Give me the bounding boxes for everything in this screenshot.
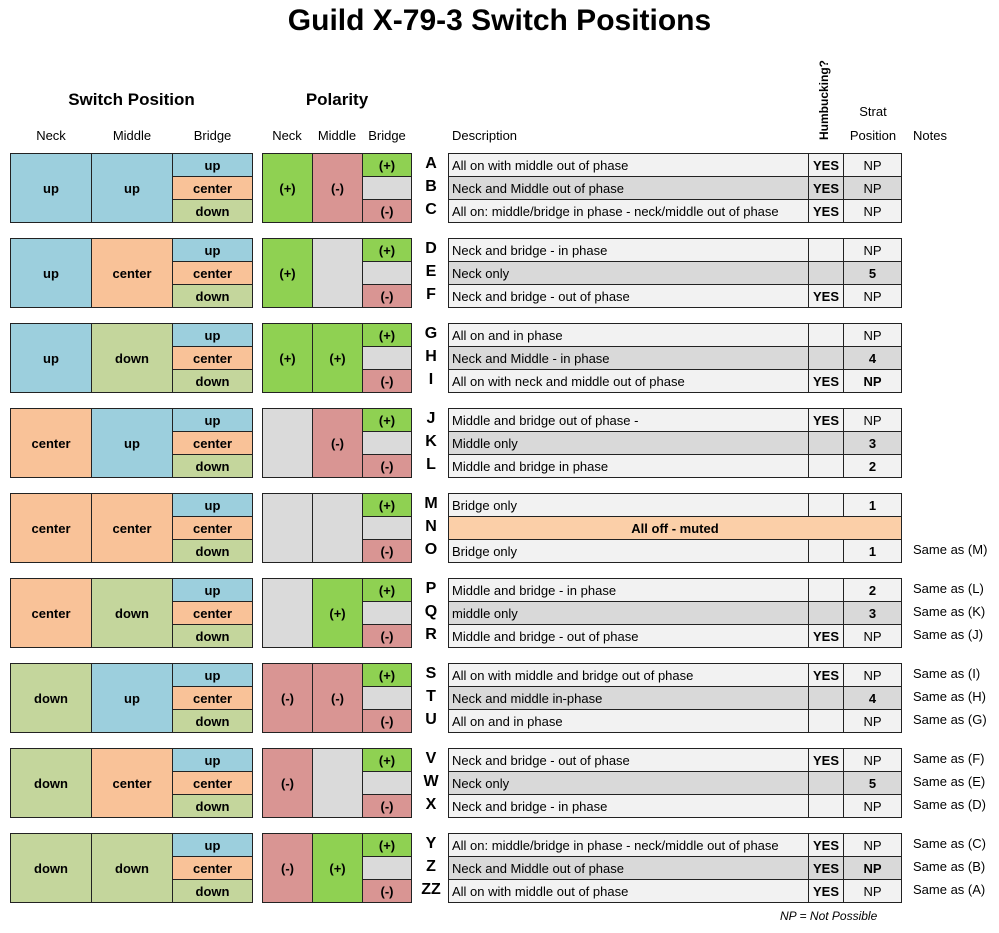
row-description: Neck and bridge - out of phase	[448, 284, 809, 308]
neck-polarity	[262, 408, 313, 478]
polarity-middle-header: Middle	[317, 128, 357, 143]
row-note: Same as (E)	[913, 774, 986, 789]
middle-switch-position: down	[91, 323, 173, 393]
bridge-switch-down: down	[172, 454, 253, 478]
row-description: Bridge only	[448, 493, 809, 517]
neck-switch-position: down	[10, 663, 92, 733]
middle-polarity	[312, 493, 363, 563]
bridge-switch-up: up	[172, 663, 253, 687]
row-letter: J	[426, 410, 436, 427]
row-description: Neck and bridge - in phase	[448, 794, 809, 818]
bridge-polarity-empty	[362, 431, 412, 455]
bridge-polarity-plus: (+)	[362, 408, 412, 432]
bridge-switch-down: down	[172, 539, 253, 563]
bridge-polarity-minus: (-)	[362, 284, 412, 308]
humbucking-value	[808, 578, 844, 602]
neck-switch-position: up	[10, 153, 92, 223]
row-description: middle only	[448, 601, 809, 625]
humbucking-value	[808, 686, 844, 710]
strat-position-value: NP	[843, 408, 902, 432]
strat-position-value: NP	[843, 238, 902, 262]
bridge-switch-center: center	[172, 601, 253, 625]
humbucking-value	[808, 601, 844, 625]
strat-position-value: 4	[843, 346, 902, 370]
humbucking-value: YES	[808, 176, 844, 200]
row-note: Same as (L)	[913, 581, 984, 596]
strat-position-value: NP	[843, 663, 902, 687]
bridge-polarity-empty	[362, 601, 412, 625]
middle-polarity: (+)	[312, 833, 363, 903]
neck-polarity: (+)	[262, 153, 313, 223]
bridge-polarity-minus: (-)	[362, 879, 412, 903]
row-description: Neck and bridge - in phase	[448, 238, 809, 262]
row-letter: W	[423, 773, 439, 790]
humbucking-value: YES	[808, 833, 844, 857]
neck-polarity	[262, 578, 313, 648]
humbucking-value	[808, 346, 844, 370]
row-letter: I	[428, 371, 434, 388]
neck-polarity: (+)	[262, 323, 313, 393]
bridge-polarity-minus: (-)	[362, 454, 412, 478]
bridge-switch-down: down	[172, 624, 253, 648]
bridge-switch-center: center	[172, 856, 253, 880]
bridge-polarity-empty	[362, 771, 412, 795]
strat-position-value: 5	[843, 771, 902, 795]
row-letter: G	[424, 325, 438, 342]
bridge-polarity-empty	[362, 261, 412, 285]
row-note: Same as (M)	[913, 542, 988, 557]
middle-polarity: (-)	[312, 663, 363, 733]
row-note: Same as (C)	[913, 836, 986, 851]
row-letter: L	[426, 456, 436, 473]
neck-polarity	[262, 493, 313, 563]
neck-polarity: (-)	[262, 663, 313, 733]
row-description: All on and in phase	[448, 323, 809, 347]
bridge-polarity-plus: (+)	[362, 578, 412, 602]
row-letter: C	[425, 201, 437, 218]
row-description: Neck only	[448, 261, 809, 285]
humbucking-value: YES	[808, 284, 844, 308]
bridge-polarity-empty	[362, 346, 412, 370]
row-letter: R	[425, 626, 437, 643]
bridge-switch-center: center	[172, 431, 253, 455]
strat-header-line2: Position	[849, 128, 897, 143]
bridge-polarity-plus: (+)	[362, 833, 412, 857]
strat-position-value: 4	[843, 686, 902, 710]
strat-position-value: 1	[843, 539, 902, 563]
switch-position-heading: Switch Position	[68, 90, 195, 109]
middle-polarity: (+)	[312, 323, 363, 393]
bridge-polarity-minus: (-)	[362, 709, 412, 733]
neck-switch-position: center	[10, 408, 92, 478]
row-letter: O	[424, 541, 438, 558]
middle-switch-position: up	[91, 408, 173, 478]
humbucking-header: Humbucking?	[817, 60, 831, 140]
row-note: Same as (H)	[913, 689, 986, 704]
middle-polarity: (+)	[312, 578, 363, 648]
row-note: Same as (B)	[913, 859, 986, 874]
polarity-neck-header: Neck	[272, 128, 302, 143]
strat-position-value: NP	[843, 369, 902, 393]
bridge-switch-center: center	[172, 346, 253, 370]
bridge-switch-down: down	[172, 709, 253, 733]
bridge-polarity-plus: (+)	[362, 323, 412, 347]
humbucking-value: YES	[808, 663, 844, 687]
humbucking-value: YES	[808, 153, 844, 177]
row-description: Middle and bridge in phase	[448, 454, 809, 478]
bridge-switch-down: down	[172, 879, 253, 903]
neck-polarity: (-)	[262, 748, 313, 818]
middle-column-header: Middle	[112, 128, 152, 143]
bridge-polarity-minus: (-)	[362, 794, 412, 818]
page-title: Guild X-79-3 Switch Positions	[287, 4, 712, 37]
middle-switch-position: up	[91, 663, 173, 733]
strat-position-value: NP	[843, 153, 902, 177]
bridge-switch-center: center	[172, 516, 253, 540]
row-note: Same as (K)	[913, 604, 986, 619]
humbucking-value	[808, 238, 844, 262]
row-description: All on with middle and bridge out of phase	[448, 663, 809, 687]
muted-description: All off - muted	[448, 516, 902, 540]
bridge-switch-up: up	[172, 238, 253, 262]
neck-switch-position: center	[10, 578, 92, 648]
row-note: Same as (J)	[913, 627, 984, 642]
humbucking-value: YES	[808, 624, 844, 648]
humbucking-value	[808, 431, 844, 455]
row-letter: A	[425, 155, 437, 172]
strat-position-value: NP	[843, 284, 902, 308]
strat-position-value: NP	[843, 879, 902, 903]
bridge-polarity-plus: (+)	[362, 663, 412, 687]
bridge-switch-up: up	[172, 323, 253, 347]
row-description: All on: middle/bridge in phase - neck/middle out of phase	[448, 833, 809, 857]
neck-column-header: Neck	[36, 128, 66, 143]
row-letter: V	[425, 750, 437, 767]
row-letter: S	[425, 665, 437, 682]
bridge-polarity-plus: (+)	[362, 748, 412, 772]
row-description: All on: middle/bridge in phase - neck/middle out of phase	[448, 199, 809, 223]
middle-switch-position: down	[91, 833, 173, 903]
strat-position-value: NP	[843, 748, 902, 772]
bridge-switch-up: up	[172, 153, 253, 177]
row-letter: E	[425, 263, 437, 280]
neck-switch-position: down	[10, 833, 92, 903]
bridge-switch-up: up	[172, 408, 253, 432]
row-description: Middle only	[448, 431, 809, 455]
strat-position-value: 3	[843, 601, 902, 625]
row-letter: T	[426, 688, 436, 705]
row-description: Middle and bridge out of phase -	[448, 408, 809, 432]
bridge-polarity-empty	[362, 686, 412, 710]
neck-switch-position: up	[10, 238, 92, 308]
strat-position-value: NP	[843, 794, 902, 818]
bridge-switch-up: up	[172, 748, 253, 772]
row-description: Middle and bridge - out of phase	[448, 624, 809, 648]
humbucking-value: YES	[808, 879, 844, 903]
strat-position-value: NP	[843, 199, 902, 223]
bridge-polarity-empty	[362, 516, 412, 540]
humbucking-value	[808, 539, 844, 563]
bridge-polarity-plus: (+)	[362, 153, 412, 177]
middle-switch-position: center	[91, 493, 173, 563]
middle-switch-position: down	[91, 578, 173, 648]
strat-position-value: NP	[843, 176, 902, 200]
row-note: Same as (A)	[913, 882, 986, 897]
bridge-polarity-minus: (-)	[362, 369, 412, 393]
row-note: Same as (D)	[913, 797, 986, 812]
row-letter: Y	[425, 835, 437, 852]
humbucking-value	[808, 771, 844, 795]
bridge-polarity-plus: (+)	[362, 493, 412, 517]
row-letter: U	[425, 711, 437, 728]
middle-polarity	[312, 748, 363, 818]
bridge-polarity-minus: (-)	[362, 539, 412, 563]
middle-switch-position: center	[91, 238, 173, 308]
bridge-switch-up: up	[172, 833, 253, 857]
humbucking-value: YES	[808, 856, 844, 880]
neck-polarity: (+)	[262, 238, 313, 308]
bridge-switch-up: up	[172, 493, 253, 517]
neck-switch-position: up	[10, 323, 92, 393]
strat-position-value: NP	[843, 833, 902, 857]
row-letter: ZZ	[421, 881, 441, 898]
humbucking-value	[808, 493, 844, 517]
middle-switch-position: up	[91, 153, 173, 223]
humbucking-value	[808, 709, 844, 733]
neck-polarity: (-)	[262, 833, 313, 903]
row-letter: N	[425, 518, 437, 535]
bridge-column-header: Bridge	[193, 128, 232, 143]
bridge-switch-center: center	[172, 686, 253, 710]
row-description: Middle and bridge - in phase	[448, 578, 809, 602]
humbucking-value: YES	[808, 369, 844, 393]
polarity-heading: Polarity	[305, 90, 369, 109]
neck-switch-position: center	[10, 493, 92, 563]
row-letter: K	[425, 433, 437, 450]
strat-position-value: NP	[843, 624, 902, 648]
middle-polarity: (-)	[312, 408, 363, 478]
row-description: Neck only	[448, 771, 809, 795]
bridge-polarity-minus: (-)	[362, 199, 412, 223]
polarity-bridge-header: Bridge	[368, 128, 406, 143]
row-note: Same as (I)	[913, 666, 981, 681]
bridge-switch-down: down	[172, 199, 253, 223]
row-letter: D	[425, 240, 437, 257]
bridge-polarity-empty	[362, 856, 412, 880]
row-description: Bridge only	[448, 539, 809, 563]
humbucking-value: YES	[808, 408, 844, 432]
row-description: Neck and Middle - in phase	[448, 346, 809, 370]
bridge-switch-center: center	[172, 771, 253, 795]
row-letter: B	[425, 178, 437, 195]
bridge-switch-down: down	[172, 794, 253, 818]
row-description: Neck and Middle out of phase	[448, 176, 809, 200]
footnote: NP = Not Possible	[780, 909, 878, 923]
row-description: Neck and middle in-phase	[448, 686, 809, 710]
strat-position-value: NP	[843, 709, 902, 733]
bridge-switch-center: center	[172, 176, 253, 200]
row-letter: H	[425, 348, 437, 365]
bridge-switch-down: down	[172, 284, 253, 308]
middle-switch-position: center	[91, 748, 173, 818]
row-letter: M	[424, 495, 438, 512]
bridge-switch-center: center	[172, 261, 253, 285]
bridge-polarity-minus: (-)	[362, 624, 412, 648]
row-description: All on with middle out of phase	[448, 879, 809, 903]
bridge-polarity-empty	[362, 176, 412, 200]
strat-position-value: NP	[843, 323, 902, 347]
humbucking-value	[808, 794, 844, 818]
humbucking-value: YES	[808, 748, 844, 772]
strat-position-value: 2	[843, 454, 902, 478]
bridge-switch-down: down	[172, 369, 253, 393]
humbucking-value	[808, 323, 844, 347]
bridge-polarity-plus: (+)	[362, 238, 412, 262]
bridge-switch-up: up	[172, 578, 253, 602]
row-description: All on with middle out of phase	[448, 153, 809, 177]
middle-polarity: (-)	[312, 153, 363, 223]
strat-header-line1: Strat	[859, 104, 887, 119]
row-description: Neck and Middle out of phase	[448, 856, 809, 880]
neck-switch-position: down	[10, 748, 92, 818]
notes-header: Notes	[913, 128, 947, 143]
row-note: Same as (G)	[913, 712, 987, 727]
row-description: All on with neck and middle out of phase	[448, 369, 809, 393]
strat-position-value: 1	[843, 493, 902, 517]
strat-position-value: 5	[843, 261, 902, 285]
description-header: Description	[452, 128, 518, 143]
humbucking-value	[808, 261, 844, 285]
row-description: All on and in phase	[448, 709, 809, 733]
row-description: Neck and bridge - out of phase	[448, 748, 809, 772]
row-letter: Z	[426, 858, 436, 875]
strat-position-value: 3	[843, 431, 902, 455]
row-letter: X	[425, 796, 437, 813]
row-letter: Q	[424, 603, 438, 620]
humbucking-value: YES	[808, 199, 844, 223]
strat-position-value: 2	[843, 578, 902, 602]
row-letter: F	[426, 286, 436, 303]
humbucking-value	[808, 454, 844, 478]
strat-position-value: NP	[843, 856, 902, 880]
row-note: Same as (F)	[913, 751, 985, 766]
row-letter: P	[425, 580, 437, 597]
middle-polarity	[312, 238, 363, 308]
